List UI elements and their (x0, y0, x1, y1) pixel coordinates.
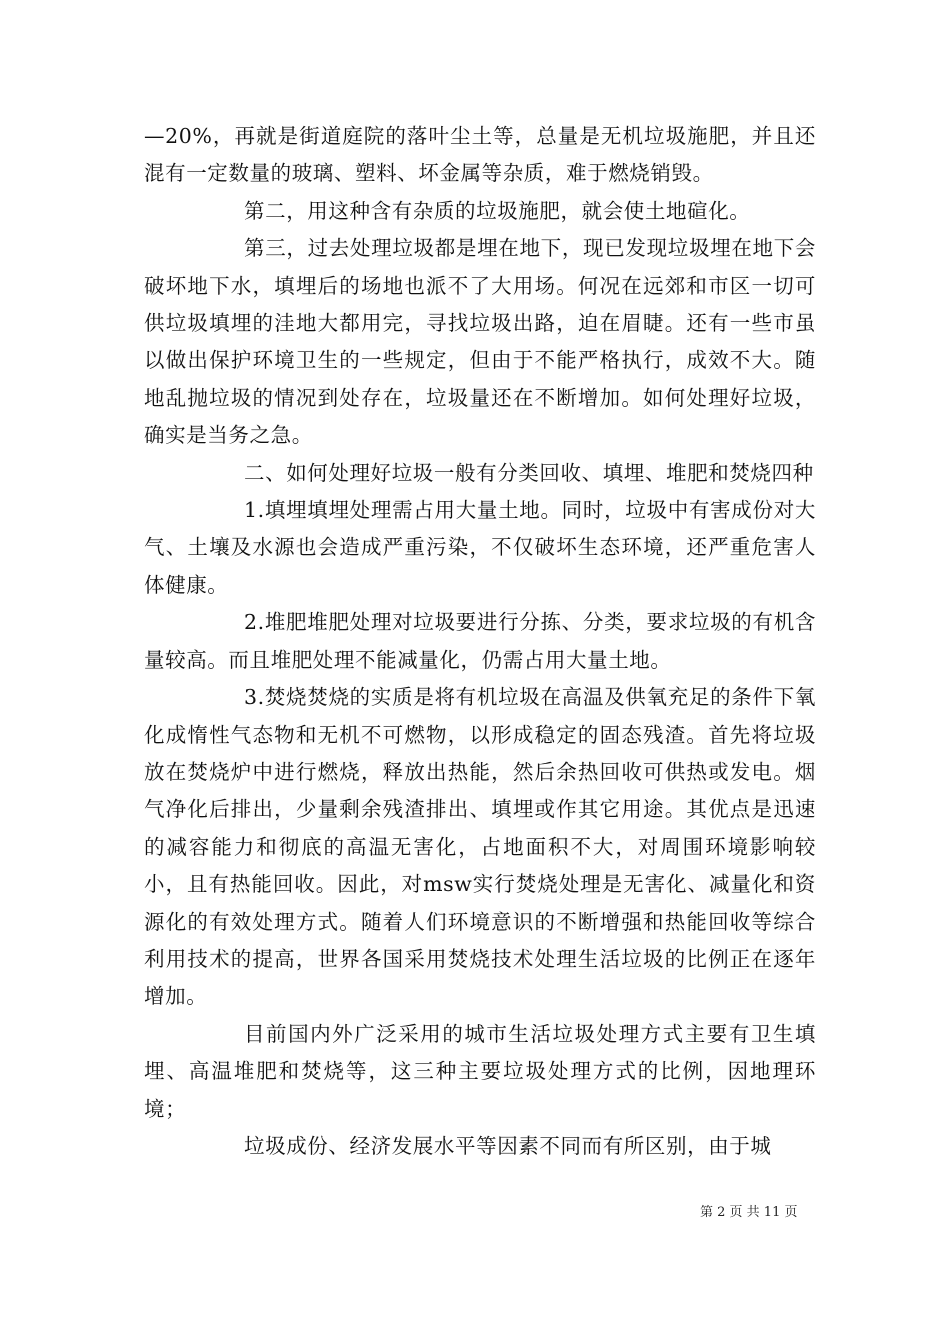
paragraph-6: 2.堆肥堆肥处理对垃圾要进行分拣、分类，要求垃圾的有机含量较高。而且堆肥处理不能减量化，仍需占用大量土地。 (144, 610, 816, 672)
paragraph-9: 垃圾成份、经济发展水平等因素不同而有所区别，由于城 (244, 1133, 772, 1158)
document-body (144, 118, 816, 1165)
paragraph-3: 第三，过去处理垃圾都是埋在地下，现已发现垃圾埋在地下会破坏地下水，填埋后的场地也派不了大用场。何况在远郊和市区一切可供垃圾填埋的洼地大都用完，寻找垃圾出路，迫在眉睫。还有一些市虽以做出保护环境卫生的一些规定，但由于不能严格执行，成效不大。随地乱抛垃圾的情况到处存在，垃圾量还在不断增加。如何处理好垃圾，确实是当务之急。 (144, 236, 816, 448)
page-number-footer: 第 2 页 共 11 页 (700, 1205, 798, 1220)
paragraph-5: 1.填埋填埋处理需占用大量土地。同时，垃圾中有害成份对大气、土壤及水源也会造成严重污染，不仅破坏生态环境，还严重危害人体健康。 (144, 498, 816, 597)
paragraph-7: 3.焚烧焚烧的实质是将有机垃圾在高温及供氧充足的条件下氧化成惰性气态物和无机不可燃物，以形成稳定的固态残渣。首先将垃圾放在焚烧炉中进行燃烧，释放出热能，然后余热回收可供热或发电。烟气净化后排出，少量剩余残渣排出、填埋或作其它用途。其优点是迅速的减容能力和彻底的高温无害化，占地面积不大，对周围环境影响较小，且有热能回收。因此，对msw实行焚烧处理是无害化、减量化和资源化的有效处理方式。随着人们环境意识的不断增强和热能回收等综合利用技术的提高，世界各国采用焚烧技术处理生活垃圾的比例正在逐年增加。 (144, 685, 816, 1009)
paragraph-2: 第二，用这种含有杂质的垃圾施肥，就会使土地碹化。 (244, 198, 751, 223)
paragraph-8: 目前国内外广泛采用的城市生活垃圾处理方式主要有卫生填埋、高温堆肥和焚烧等，这三种主要垃圾处理方式的比例，因地理环境； (144, 1021, 816, 1121)
paragraph-4: 二、如何处理好垃圾一般有分类回收、填埋、堆肥和焚烧四种 (244, 460, 814, 485)
paragraph-1: —20%，再就是街道庭院的落叶尘土等，总量是无机垃圾施肥，并且还混有一定数量的玻璃、塑料、坏金属等杂质，难于燃烧销毁。 (144, 124, 816, 186)
